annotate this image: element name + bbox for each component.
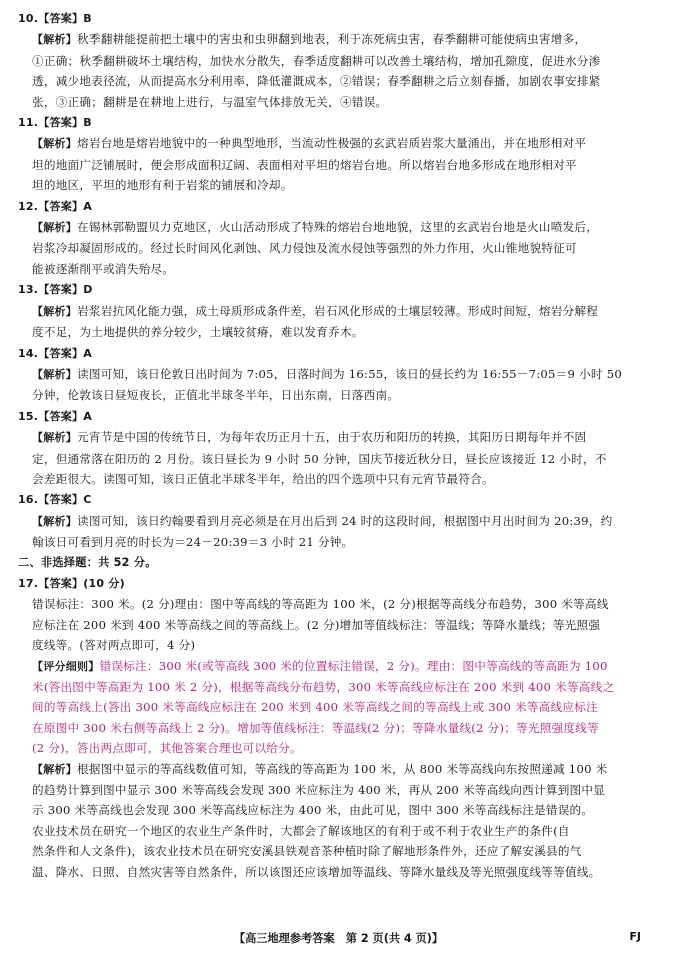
q15-answer: 15.【答案】A xyxy=(18,409,93,423)
q10-explanation-line: 透，减少地表径流，从而提高水分利用率，降低灌溉成本，②错误；春季翻耕之后立刻春播，加剧农事安排紧 xyxy=(32,74,601,89)
q12-answer: 12.【答案】A xyxy=(18,199,93,213)
q11-explanation-line: 【解析】熔岩台地是熔岩地貌中的一种典型地形，当流动性极强的玄武岩质岩浆大量涌出，并在地形相对平 xyxy=(32,136,587,151)
q10-explanation-line: 张，③正确；翻耕是在耕地上进行，与温室气体排放无关，④错误。 xyxy=(32,94,388,109)
q13-explanation-line: 【解析】岩浆岩抗风化能力强，成土母质形成条件差，岩石风化形成的土壤层较薄。形成时间短，熔岩分解程 xyxy=(32,303,599,318)
q10-answer: 10.【答案】B xyxy=(18,12,92,25)
q17-rubric-line: 【评分细则】错误标注：300 米(或等高线 300 米的位置标注错误，2 分)。理由：图中等高线的等高距为 100 xyxy=(32,658,608,673)
q17-explanation-line: 然条件和人文条件)，该农业技术员在研究安溪县铁观音茶种植时除了解地形条件外，还应了解安溪县的气 xyxy=(32,844,582,859)
q16-explanation-line: 【解析】读图可知，该日约翰要看到月亮必须是在月出后到 24 时的这段时间，根据图中月出时间为 20:39，约 xyxy=(32,513,613,528)
answer-page xyxy=(18,8,662,882)
q15-explanation-line: 会差距很大。读图可知，该日正值北半球冬半年，给出的四个选项中只有元宵节最符合。 xyxy=(32,471,494,486)
q16-explanation-line: 翰该日可看到月亮的时长为＝24－20:39＝3 小时 21 分钟。 xyxy=(32,535,354,550)
q17-explanation-line: 示 300 米等高线也会发现 300 米等高线应标注为 400 米，由此可见，图中 300 米等高线标注是错误的。 xyxy=(32,803,594,818)
q17-rubric-line: (2 分)，答出两点即可，其他答案合理也可以给分。 xyxy=(32,741,302,756)
q14-explanation-line: 分钟，伦敦该日昼短夜长，正值北半球冬半年，日出东南，日落西南。 xyxy=(32,388,400,403)
q17-answer-line: 应标注在 200 米到 400 米等高线之间的等高线上。(2 分)增加等值线标注：等温线；等降水量线；等光照强 xyxy=(32,617,601,632)
q17-answer-line: 错误标注：300 米。(2 分)理由：图中等高线的等高距为 100 米，(2 分)根据等高线分布趋势，300 米等高线 xyxy=(32,597,609,612)
q14-answer: 14.【答案】A xyxy=(18,346,93,360)
q15-explanation-line: 定，但通常落在阳历的 2 月份。该日昼长为 9 小时 50 分钟，国庆节接近秋分日，昼长应该接近 12 小时，不 xyxy=(32,451,607,466)
q17-rubric-line: 在原图中 300 米右侧等高线上 2 分)。增加等值线标注：等温线(2 分)；等降水量线(2 分)；等光照强度线等 xyxy=(32,720,599,735)
q17-explanation-line: 【解析】根据图中显示的等高线数值可知，等高线的等高距为 100 米，从 800 米等高线向东按照递减 100 米 xyxy=(32,761,608,776)
footer-code: FJ xyxy=(629,930,641,943)
page-footer: 【高三地理参考答案 第 2 页(共 4 页)】 xyxy=(233,932,444,945)
q12-explanation-line: 能被逐渐削平或消失殆尽。 xyxy=(32,261,175,276)
q10-explanation-line: ①正确；秋季翻耕破坏土壤结构，加快水分散失，春季适度翻耕可以改善土壤结构，增加孔隙度，促进水分渗 xyxy=(32,53,601,68)
q10-explanation-line: 【解析】秋季翻耕能提前把土壤中的害虫和虫卵翻到地表，利于冻死病虫害，春季翻耕可能使病虫害增多， xyxy=(32,32,587,47)
q17-explanation-line: 农业技术员在研究一个地区的农业生产条件时，大都会了解该地区的有利于或不利于农业生产的条件(自 xyxy=(32,823,570,838)
q12-explanation-line: 岩浆冷却凝固形成的。经过长时间风化剥蚀、风力侵蚀及流水侵蚀等强烈的外力作用，火山锥地貌特征可 xyxy=(32,241,577,256)
q16-answer: 16.【答案】C xyxy=(18,493,92,507)
q14-explanation-line: 【解析】读图可知，该日伦敦日出时间为 7:05，日落时间为 16:55，该日的昼长约为 16:55－7:05＝9 小时 50 xyxy=(32,366,622,381)
q13-answer: 13.【答案】D xyxy=(18,283,93,297)
q11-explanation-line: 坦的地面广泛铺展时，便会形成面积辽阔、表面相对平坦的熔岩台地。所以熔岩台地多形成在地形相对平 xyxy=(32,157,577,172)
q12-explanation-line: 【解析】在锡林郭勒盟贝力克地区，火山活动形成了特殊的熔岩台地地貌，这里的玄武岩台地是火山喷发后， xyxy=(32,220,599,235)
q17-rubric-line: 间的等高线上(答出 300 米等高线应标注在 200 米到 400 米等高线之间的等高线上或 300 米等高线应标注 xyxy=(32,700,598,715)
q17-answer: 17.【答案】(10 分) xyxy=(18,576,125,590)
q17-explanation-line: 的趋势计算到图中显示 300 米等高线会发现 300 米应标注为 400 米，再从 200 米等高线向西计算到图中显 xyxy=(32,783,606,798)
q11-explanation-line: 坦的地区，平坦的地形有利于岩浆的铺展和冷却。 xyxy=(32,178,293,193)
q11-answer: 11.【答案】B xyxy=(18,116,92,130)
q17-answer-line: 度线等。(答对两点即可，4 分) xyxy=(32,638,196,653)
q17-rubric-line: 米(答出图中等高距为 100 米 2 分)，根据等高线分布趋势，300 米等高线应标注在 200 米到 400 米等高线之 xyxy=(32,680,615,694)
section-heading: 二、非选择题：共 52 分。 xyxy=(18,555,157,569)
q13-explanation-line: 度不足，为土地提供的养分较少，土壤较贫瘠，难以发育乔木。 xyxy=(32,325,364,340)
q15-explanation-line: 【解析】元宵节是中国的传统节日，为每年农历正月十五，由于农历和阳历的转换，其阳历日期每年并不固 xyxy=(32,430,587,445)
q17-explanation-line: 温、降水、日照、自然灾害等自然条件，所以该图还应该增加等温线、等降水量线及等光照强度线等等值线。 xyxy=(32,864,601,879)
